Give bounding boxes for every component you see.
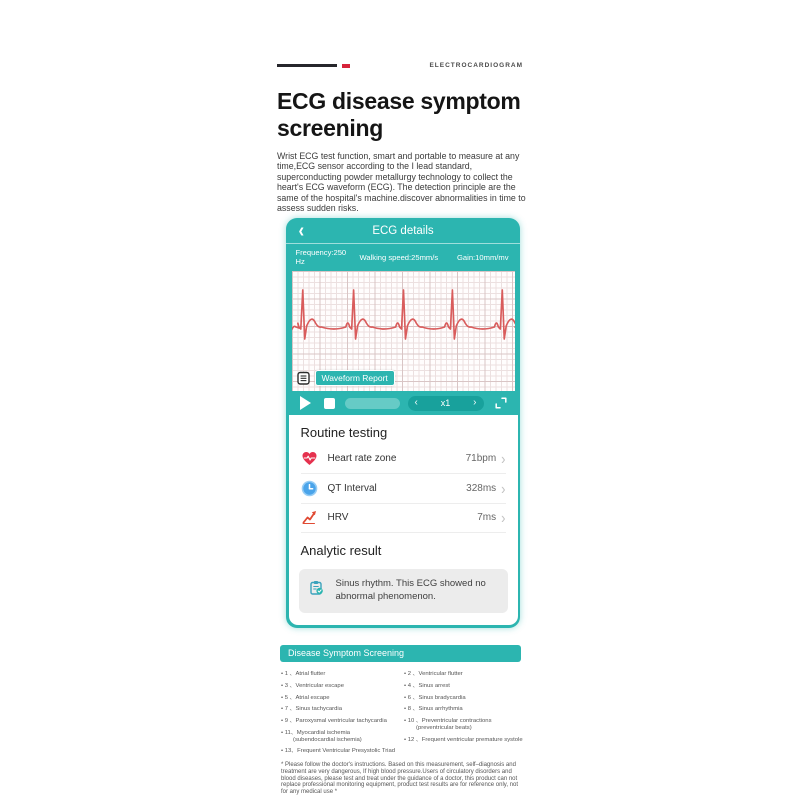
ecg-app-card (286, 218, 520, 628)
qt-interval-row[interactable] (301, 474, 506, 504)
analytic-result-text: Sinus rhythm. This ECG showed no abnormal phenomenon. (335, 578, 486, 603)
hrv-row[interactable] (301, 504, 506, 534)
walking-speed-value: Walking speed:25mm/s (359, 253, 439, 262)
app-header-title: ECG details (372, 224, 434, 237)
waveform-report[interactable] (297, 370, 395, 387)
back-icon[interactable]: ‹ (298, 219, 305, 242)
waveform-report-button[interactable]: Waveform Report (315, 370, 395, 387)
symptom-list (281, 671, 524, 760)
list-item: • 6 、Sinus bradycardia (404, 694, 466, 701)
brand-word: ELECTROCARDIOGRAM (429, 62, 523, 69)
stop-icon[interactable] (324, 398, 335, 409)
heart-rate-value: 71bpm (465, 452, 497, 464)
frequency-value: Frequency:250Hz (295, 248, 347, 266)
ecg-waveform-panel (292, 271, 515, 391)
gain-value: Gain:10mm/mv (457, 253, 509, 262)
speed-prev-icon[interactable]: ‹ (414, 397, 418, 408)
routine-testing-title: Routine testing (300, 425, 388, 440)
speed-selector[interactable] (408, 396, 484, 411)
list-item: • 10 、Preventricular contractions (preventricular beats) (404, 718, 492, 731)
disclaimer-text: * Please follow the doctor's instructions. Based on this measurement, self–diagnosis and treatment are very dangerous, If high blood pressure.Users of circulatory disorders and blood diseases, please test and treat under the guidance of a doctor, this product can not replace professional monitoring equipment, product test results are for reference only, not for any medical use * (281, 762, 519, 796)
results-card (289, 415, 518, 625)
speed-next-icon[interactable]: › (473, 397, 477, 408)
list-item: • 9 、Paroxysmal ventricular tachycardia (281, 718, 387, 725)
brand-line (277, 64, 337, 67)
disease-screening-banner: Disease Symptom Screening (280, 645, 521, 662)
list-item: • 3 、Ventricular escape (281, 682, 344, 689)
list-item: • 1 、Atrial flutter (281, 671, 326, 677)
symptom-column-right (404, 671, 524, 760)
analytic-result-title: Analytic result (300, 543, 382, 559)
list-item: • 12 、Frequent ventricular premature systole (404, 736, 523, 743)
ecg-trace (292, 277, 515, 361)
list-item: • 13、Frequent Ventricular Presystolic Triad (281, 748, 396, 755)
chevron-right-icon[interactable]: › (501, 479, 506, 498)
fullscreen-icon[interactable] (495, 397, 507, 409)
hrv-label: HRV (327, 512, 349, 524)
app-header (286, 218, 520, 244)
ecg-trace-path (292, 290, 515, 339)
heart-rate-label: Heart rate zone (327, 452, 397, 464)
brand-row (277, 62, 523, 69)
list-item: • 7 、Sinus tachycardia (281, 706, 342, 713)
list-item: • 11、Myocardial ischemia (subendocardial ischemia) (281, 729, 362, 743)
play-icon[interactable] (300, 396, 311, 410)
list-item: • 8 、Sinus arrhythmia (404, 706, 463, 713)
heart-rate-row[interactable] (301, 444, 506, 474)
chevron-right-icon[interactable]: › (501, 508, 506, 527)
playback-controls (289, 391, 518, 415)
hrv-value: 7ms (477, 512, 497, 524)
progress-slider[interactable] (345, 398, 400, 409)
report-icon (297, 371, 310, 385)
heart-icon (301, 450, 318, 467)
symptom-column-left (281, 671, 404, 760)
brand-red-dash (342, 64, 350, 68)
clipboard-check-icon (309, 580, 324, 595)
list-item: • 4 、Sinus arrest (404, 682, 450, 689)
speed-value: x1 (440, 398, 451, 408)
recording-info-row (289, 244, 518, 271)
qt-interval-label: QT Interval (327, 482, 377, 494)
list-item: • 2 、Ventricular flutter (404, 671, 463, 677)
intro-paragraph: Wrist ECG test function, smart and portable to measure at any time,ECG sensor according to the I lead standard, superconducting powder metallurgy technology to collect the heart's ECG waveform (ECG). The detection principle are the same of the hospital's machine.discover abnormalities in time to assess sudden risks. (277, 151, 526, 213)
page-title: ECG disease symptom screening (277, 88, 521, 142)
trend-icon (301, 509, 318, 526)
analytic-result-box (299, 569, 508, 613)
clock-icon (301, 480, 318, 497)
chevron-right-icon[interactable]: › (501, 449, 506, 468)
qt-interval-value: 328ms (466, 482, 497, 494)
list-item: • 5 、Atrial escape (281, 694, 330, 701)
